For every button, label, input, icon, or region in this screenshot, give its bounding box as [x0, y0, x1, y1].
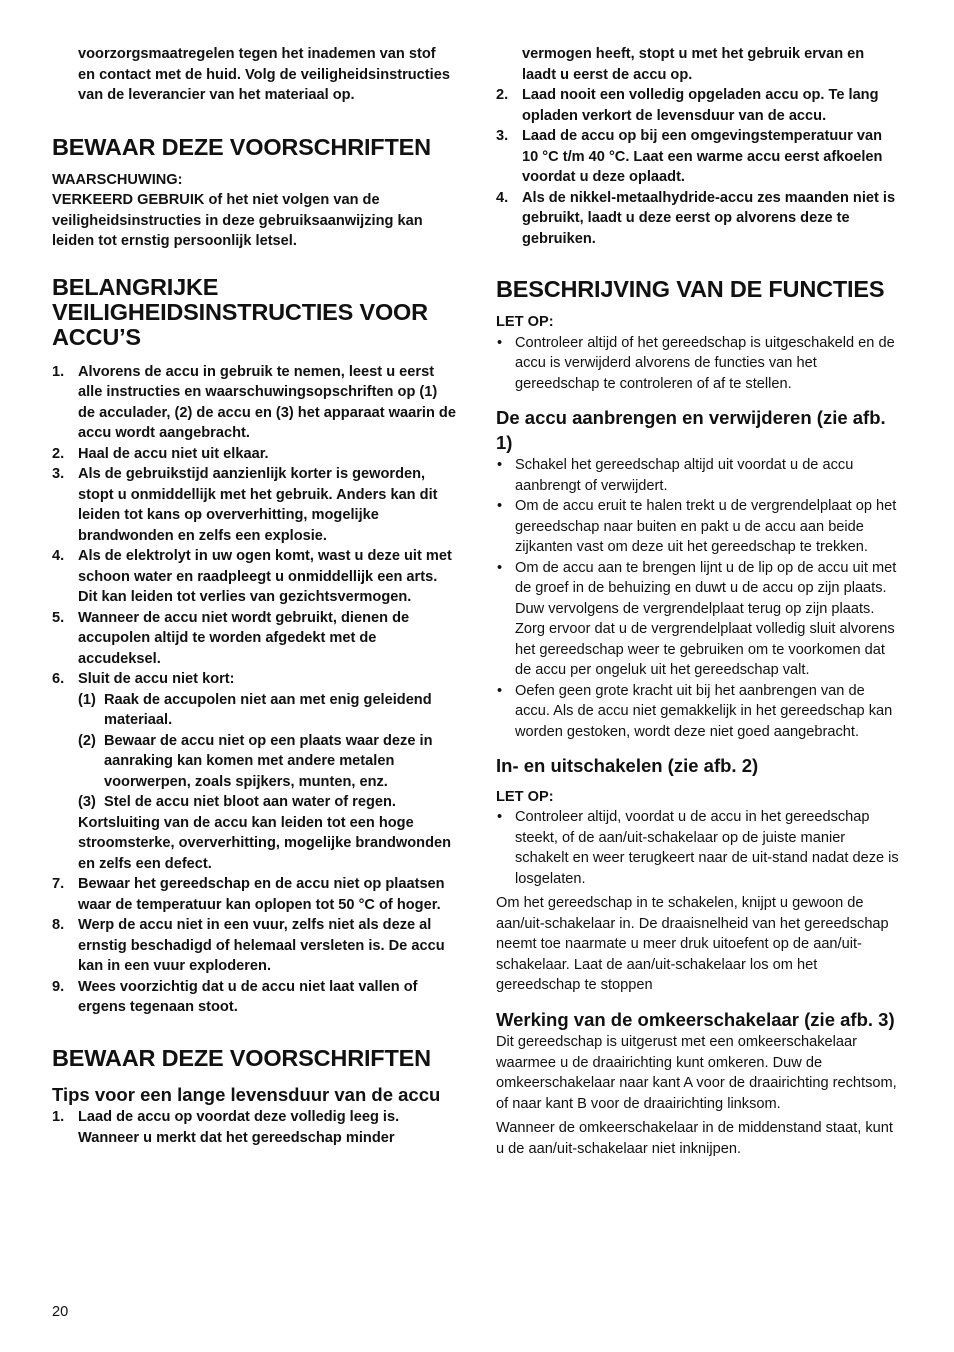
- list-item: 9. Wees voorzichtig dat u de accu niet laat vallen of ergens tegenaan stoot.: [52, 978, 418, 1015]
- reverse-switch-paragraph-1: Dit gereedschap is uitgerust met een omkeerschakelaar waarmee u de draairichting kunt omkeren. Duw de omkeerschakelaar naar kant A voor de draairichting rechtsom, of naar kant B voor de draairichting linksom.: [496, 1034, 897, 1112]
- caution-label: LET OP:: [496, 314, 554, 330]
- sublist-item: (3) Stel de accu niet bloot aan water of regen.: [78, 794, 396, 810]
- bullet-item: • Schakel het gereedschap altijd uit voordat u de accu aanbrengt of verwijdert.: [497, 457, 854, 494]
- warning-text: VERKEERD GEBRUIK of het niet volgen van de veiligheidsinstructies in deze gebruiksaanwijzing kan leiden tot ernstig persoonlijk letsel.: [52, 192, 423, 249]
- left-column: [52, 44, 456, 1148]
- short-circuit-sublist: [78, 690, 456, 813]
- list-item-short-circuit: 6. Sluit de accu niet kort: (1) Raak de accupolen niet aan met enig geleidend materiaal. (2) Bewaar de accu niet op een plaats waar deze in aanraking kan komen met andere metalen voorwerpen, zoals spijkers, munten, enz. (3) Stel de accu niet bloot aan water of regen. Kortsluiting van de accu kan leiden tot een hoge stroomsterke, oververhitting, mogelijke brandwonden en zelfs een defect.: [52, 669, 456, 874]
- caution-label: LET OP:: [496, 788, 554, 805]
- list-item: 5. Wanneer de accu niet wordt gebruikt, dienen de accupolen altijd te worden afgedekt met de accudeksel.: [52, 609, 410, 667]
- list-item: 2. Haal de accu niet uit elkaar.: [52, 445, 269, 462]
- bullet-item: • Controleer altijd, voordat u de accu in het gereedschap steekt, of de aan/uit-schakelaar op de juiste manier schakelt en weer terugkeert naar de uit-stand nadat deze is losgelaten.: [497, 809, 899, 887]
- intro-continuation: voorzorgsmaatregelen tegen het inademen van stof en contact met de huid. Volg de veiligheidsinstructies van de leverancier van het materiaal op.: [78, 46, 450, 103]
- battery-install-list: [496, 455, 902, 742]
- tips-list-continued: [496, 85, 902, 249]
- list-item: 1. Laad de accu op voordat deze volledig leeg is. Wanneer u merkt dat het gereedschap minder: [52, 1109, 400, 1146]
- reverse-switch-paragraph-2: Wanneer de omkeerschakelaar in de middenstand staat, kunt u de aan/uit-schakelaar niet inknijpen.: [496, 1120, 893, 1157]
- list-item: 7. Bewaar het gereedschap en de accu niet op plaatsen waar de temperatuur kan oplopen tot 50 °C of hoger.: [52, 876, 445, 913]
- sublist-item: (2) Bewaar de accu niet op een plaats waar deze in aanraking kan komen met andere metalen voorwerpen, zoals spijkers, munten, enz.: [78, 732, 433, 790]
- bullet-item: • Oefen geen grote kracht uit bij het aanbrengen van de accu. Als de accu niet gemakkelijk in het gereedschap kan worden gestoken, wordt deze niet goed aangebracht.: [497, 682, 893, 740]
- right-column: [496, 44, 902, 1159]
- bullet-item: • Controleer altijd of het gereedschap is uitgeschakeld en de accu is verwijderd alvorens de functies van het gereedschap te controleren of af te stellen.: [497, 334, 895, 392]
- tips-heading: Tips voor een lange levensduur van de accu: [52, 1083, 441, 1105]
- heading-bewaar-1: BEWAAR DEZE VOORSCHRIFTEN: [52, 133, 431, 160]
- tips-continuation: vermogen heeft, stopt u met het gebruik ervan en laadt u eerst de accu op.: [522, 46, 865, 83]
- list-item: 4. Als de nikkel-metaalhydride-accu zes maanden niet is gebruikt, laadt u deze eerst op alvorens deze te gebruiken.: [496, 189, 896, 247]
- sublist-item: (1) Raak de accupolen niet aan met enig geleidend materiaal.: [78, 691, 432, 728]
- heading-battery-safety: BELANGRIJKE VEILIGHEIDSINSTRUCTIES VOOR ACCU’S: [52, 273, 428, 350]
- bullet-item: • Om de accu aan te brengen lijnt u de lip op de accu uit met de groef in de behuizing en duwt u de accu op zijn plaats. Duw vervolgens de vergrendelplaat terug op zijn plaats. Zorg ervoor dat u de vergrendelplaat volledig sluit alvorens het gereedschap weer te gebruiken om te voorkomen dat de accu per ongeluk uit het gereedschap valt.: [497, 559, 897, 678]
- warning-label: WAARSCHUWING:: [52, 171, 183, 188]
- subheading-battery-install: De accu aanbrengen en verwijderen (zie afb. 1): [496, 407, 886, 453]
- bullet-item: • Om de accu eruit te halen trekt u de vergrendelplaat op het gereedschap naar buiten en pakt u de accu aan beide zijkanten vast om deze uit het gereedschap te trekken.: [497, 498, 897, 555]
- battery-safety-list: [52, 362, 456, 1018]
- switch-caution-list: [496, 807, 902, 889]
- list-item: 3. Als de gebruikstijd aanzienlijk korter is geworden, stopt u onmiddellijk met het gebruik. Anders kan dit leiden tot kans op oververhitting, mogelijke brandwonden en zelfs een explosie.: [52, 466, 438, 544]
- short-circuit-note: Kortsluiting van de accu kan leiden tot een hoge stroomsterke, oververhitting, mogelijke brandwonden en zelfs een defect.: [78, 814, 452, 872]
- heading-functions: BESCHRIJVING VAN DE FUNCTIES: [496, 276, 885, 302]
- list-item: 8. Werp de accu niet in een vuur, zelfs niet als deze al ernstig beschadigd of helemaal versleten is. De accu kan in een vuur exploderen.: [52, 917, 445, 974]
- page-number: 20: [52, 1304, 69, 1320]
- subheading-switch: In- en uitschakelen (zie afb. 2): [496, 755, 759, 776]
- subheading-reverse-switch: Werking van de omkeerschakelaar (zie afb. 3): [496, 1008, 895, 1030]
- caution-list: [496, 333, 902, 395]
- heading-bewaar-2: BEWAAR DEZE VOORSCHRIFTEN: [52, 1044, 431, 1071]
- switch-paragraph: Om het gereedschap in te schakelen, knijpt u gewoon de aan/uit-schakelaar in. De draaisnelheid van het gereedschap neemt toe naarmate u meer druk uitoefent op de aan/uit-schakelaar. Laat de aan/uit-schakelaar los om het gereedschap te stoppen: [496, 895, 889, 993]
- list-item: 2. Laad nooit een volledig opgeladen accu op. Te lang opladen verkort de levensduur van de accu.: [496, 87, 879, 124]
- list-item: 3. Laad de accu op bij een omgevingstemperatuur van 10 °C t/m 40 °C. Laat een warme accu eerst afkoelen voordat u deze oplaadt.: [496, 128, 883, 185]
- tips-list: [52, 1107, 456, 1148]
- list-item: 4. Als de elektrolyt in uw ogen komt, wast u deze uit met schoon water en raadpleegt u onmiddellijk een arts. Dit kan leiden tot verlies van gezichtsvermogen.: [52, 548, 452, 605]
- list-item: 1. Alvorens de accu in gebruik te nemen, leest u eerst alle instructies en waarschuwingsopschriften op (1) de acculader, (2) de accu en (3) het apparaat waarin de accu wordt aangebracht.: [52, 363, 456, 441]
